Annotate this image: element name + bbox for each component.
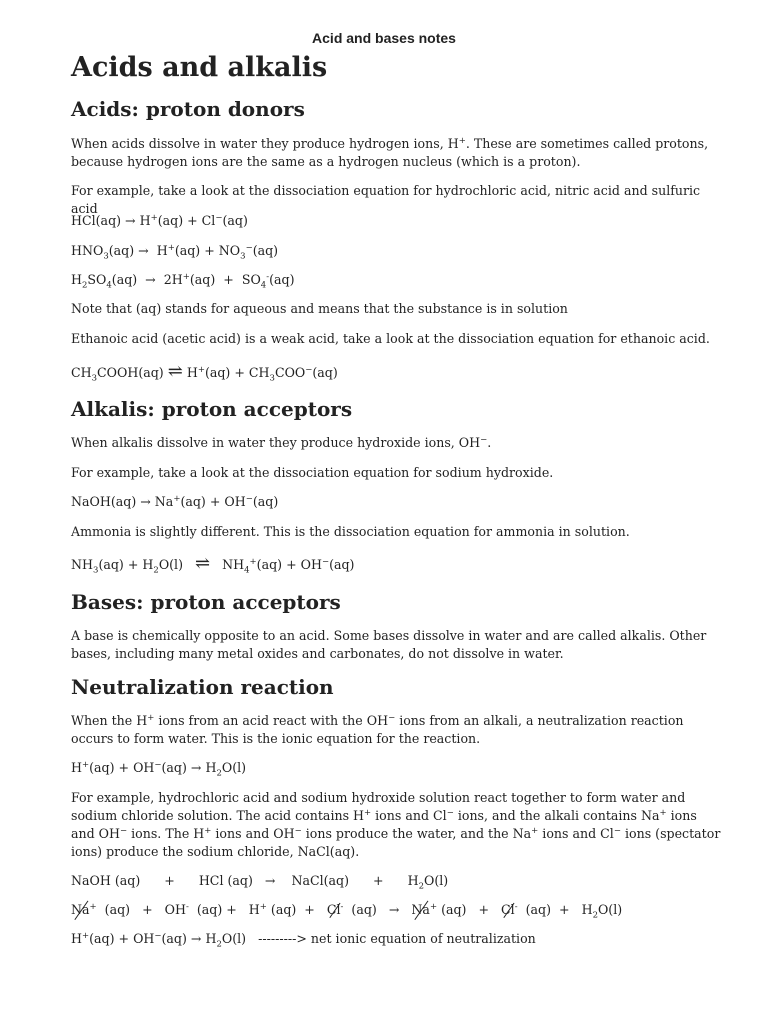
cancelled-na-product: Na xyxy=(411,902,430,917)
acids-example: For example, take a look at the dissociation equation for hydrochloric acid, nitric acid and sulfuric acid xyxy=(71,183,701,216)
equation-ethanoic: $CH_3COOH(aq)$ ⇌ $H^+(aq) + CH_3COO^-(aq)$ xyxy=(71,361,338,384)
equation-hno3: $HNO_3(aq) \to H^+(aq) + NO_3^-(aq)$ xyxy=(71,242,279,262)
bases-heading: Bases: proton acceptors xyxy=(71,590,341,614)
weak-acid-text: Ethanoic acid (acetic acid) is a weak acid, take a look at the dissociation equation for ethanoic acid. xyxy=(71,331,710,346)
page-title: Acids and alkalis xyxy=(71,52,328,83)
page-header: Acid and bases notes xyxy=(312,30,456,46)
equation-molecular: NaOH (aq) + HCl (aq) → NaCl(aq) + $H_2O(l)$ xyxy=(71,873,449,892)
alkalis-heading: Alkalis: proton acceptors xyxy=(71,397,353,421)
equation-hcl: HCl(aq) → H+(aq) + Cl−(aq) xyxy=(71,212,248,228)
cancelled-cl-product: Cl xyxy=(501,902,515,917)
alkalis-example: For example, take a look at the dissociation equation for sodium hydroxide. xyxy=(71,465,554,480)
bases-text: A base is chemically opposite to an acid. Some bases dissolve in water and are called alkalis. Other bases, including many metal oxides and carbonates, do not dissolve in water. xyxy=(71,628,707,661)
equation-net-ionic: $H^+(aq) + OH^-(aq) \to H_2O(l)$ ---------> net ionic equation of neutralization xyxy=(71,930,536,950)
equation-ammonia: $NH_3(aq) + H_2O(l)$ ⇌ $NH_4^+(aq) + OH^-(aq)$ xyxy=(71,553,355,576)
alkalis-intro: When alkalis dissolve in water they produce hydroxide ions, OH−. xyxy=(71,434,492,450)
ammonia-text: Ammonia is slightly different. This is the dissociation equation for ammonia in solution. xyxy=(71,524,630,539)
cancelled-cl: Cl xyxy=(326,902,341,917)
neutralization-heading: Neutralization reaction xyxy=(71,675,334,699)
equation-ionic: Na+ (aq) + OH- (aq) + H+ (aq) + Cl- (aq) → Na+ (aq) + Cl- $(aq) + H_2O(l)$ xyxy=(71,901,623,921)
equation-naoh: NaOH(aq) → Na+(aq) + OH−(aq) xyxy=(71,493,279,509)
aqueous-note: Note that (aq) stands for aqueous and means that the substance is in solution xyxy=(71,301,568,316)
neutralization-intro: When the H+ ions from an acid react with the OH− ions from an alkali, a neutralization reaction occurs to form water. This is the ionic equation for the reaction. xyxy=(71,712,684,746)
neutralization-example: For example, hydrochloric acid and sodium hydroxide solution react together to form water and sodium chloride solution. The acid contains H+ ions and Cl− ions, and the alkali contains Na+ ions and OH− ions. The H+ ions and OH− ions produce the water, and the Na+ ions and Cl− ions (spectator ions) produce the sodium chloride, NaCl(aq). xyxy=(71,790,721,859)
equation-water: $H^+(aq) + OH^-(aq) \to H_2O(l)$ xyxy=(71,759,247,779)
equation-h2so4: $H_2SO_4(aq) \to 2H^+(aq) + SO_4^-(aq)$ xyxy=(71,271,295,291)
cancelled-na: Na xyxy=(71,902,90,917)
acids-intro: When acids dissolve in water they produce hydrogen ions, H+. These are sometimes called protons, because hydrogen ions are the same as a hydrogen nucleus (which is a proton). xyxy=(71,135,709,169)
acids-heading: Acids: proton donors xyxy=(71,97,305,121)
